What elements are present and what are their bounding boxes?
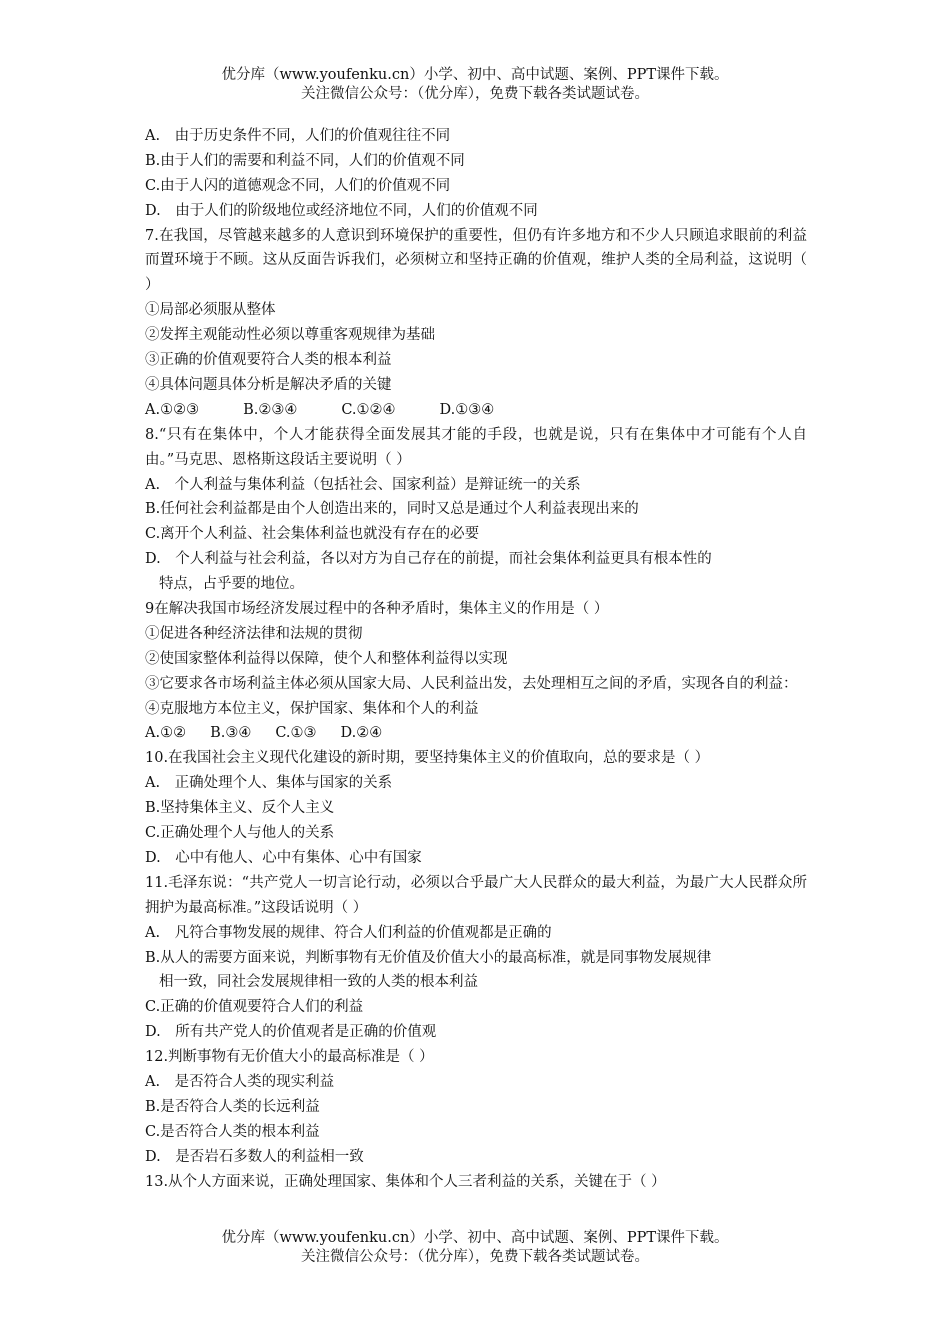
q12-option-c: C.是否符合人类的根本利益 (145, 1123, 320, 1140)
q7-option-c: C.①②④ (341, 401, 396, 418)
q9-statement-4: ④克服地方本位主义，保护国家、集体和个人的利益 (145, 700, 479, 717)
q13-stem: 13.从个人方面来说，正确处理国家、集体和个人三者利益的关系，关键在于（ ） (145, 1173, 666, 1190)
footer-line-2: 关注微信公众号：（优分库），免费下载各类试题试卷。 (301, 1249, 649, 1265)
q11-option-b: B.从人的需要方面来说，判断事物有无价值及价值大小的最高标准，就是同事物发展规律 (145, 949, 712, 966)
q7-statement-4: ④具体问题具体分析是解决矛盾的关键 (145, 376, 392, 393)
q8-option-d-cont: 特点，占乎要的地位。 (159, 576, 304, 593)
q9-statement-2: ②使国家整体利益得以保障，使个人和整体利益得以实现 (145, 650, 508, 667)
q10-option-c: C.正确处理个人与他人的关系 (145, 825, 335, 842)
header-line-2: 关注微信公众号：（优分库），免费下载各类试题试卷。 (301, 86, 649, 102)
q8-option-c: C.离开个人利益、社会集体利益也就没有存在的必要 (145, 526, 480, 543)
q7-statement-2: ②发挥主观能动性必须以尊重客观规律为基础 (145, 327, 435, 344)
page-header (0, 66, 950, 104)
q7-statement-3: ③正确的价值观要符合人类的根本利益 (145, 352, 392, 369)
q8-option-d: D. 个人利益与社会利益，各以对方为自己存在的前提，而社会集体利益更具有根本性的 (145, 551, 712, 568)
q8-option-b: B.任何社会利益都是由个人创造出来的，同时又总是通过个人利益表现出来的 (145, 501, 639, 518)
q6-option-c: C.由于人闪的道德观念不同，人们的价值观不同 (145, 177, 451, 194)
q12-option-b: B.是否符合人类的长远利益 (145, 1098, 320, 1115)
header-line-1: 优分库（www.youfenku.cn）小学、初中、高中试题、案例、PPT课件下载。 (221, 67, 729, 83)
q8-stem: 8.“只有在集体中，个人才能获得全面发展其才能的手段，也就是说，只有在集体中才可能有个人自由。”马克思、恩格斯这段话主要说明（ ） (145, 426, 807, 468)
q6-option-a: A. 由于历史条件不同，人们的价值观往往不同 (145, 128, 451, 144)
q9-stem: 9在解决我国市场经济发展过程中的各种矛盾时，集体主义的作用是（ ） (145, 601, 609, 617)
q11-stem: 11.毛泽东说：“共产党人一切言论行动，必须以合乎最广大人民群众的最大利益，为最广大人民群众所拥护为最高标准。”这段话说明（ ） (145, 874, 807, 916)
q7-option-d: D.①③④ (439, 401, 495, 418)
q8-option-a: A. 个人利益与集体利益（包括社会、国家利益）是辩证统一的关系 (145, 476, 581, 493)
q7-stem: 7.在我国，尽管越来越多的人意识到环境保护的重要性，但仍有许多地方和不少人只顾追求眼前的利益而置环境于不顾。这从反面告诉我们，必须树立和坚持正确的价值观，维护人类的全局利益，这说明（ ） (145, 227, 807, 294)
q10-option-a: A. 正确处理个人、集体与国家的关系 (145, 775, 393, 792)
q7-option-b: B.②③④ (243, 401, 298, 418)
q6-option-d: D. 由于人们的阶级地位或经济地位不同，人们的价值观不同 (145, 202, 538, 219)
q10-stem: 10.在我国社会主义现代化建设的新时期，要坚持集体主义的价值取向，总的要求是（ ） (145, 750, 710, 767)
q11-option-a: A. 凡符合事物发展的规律、符合人们利益的价值观都是正确的 (145, 924, 552, 941)
q7-options (145, 398, 807, 423)
q9-option-b: B.③④ (210, 725, 252, 742)
q9-option-a: A.①② (145, 725, 187, 742)
q9-statement-1: ①促进各种经济法律和法规的贯彻 (145, 625, 363, 642)
q11-option-b-cont: 相一致，同社会发展规律相一致的人类的根本利益 (159, 974, 478, 991)
q11-option-d: D. 所有共产党人的价值观者是正确的价值观 (145, 1024, 437, 1041)
question-body (145, 124, 807, 1194)
footer-line-1: 优分库（www.youfenku.cn）小学、初中、高中试题、案例、PPT课件下载。 (221, 1230, 729, 1246)
q9-statement-3: ③它要求各市场利益主体必须从国家大局、人民利益出发，去处理相互之间的矛盾，实现各自的利益： (145, 675, 798, 692)
q12-option-d: D. 是否岩石多数人的利益相一致 (145, 1148, 364, 1165)
q10-option-d: D. 心中有他人、心中有集体、心中有国家 (145, 849, 422, 866)
q11-option-c: C.正确的价值观要符合人们的利益 (145, 999, 364, 1016)
q9-option-d: D.②④ (340, 725, 383, 742)
page-footer (0, 1229, 950, 1267)
q9-options (145, 721, 807, 746)
q6-option-b: B.由于人们的需要和利益不同，人们的价值观不同 (145, 152, 465, 169)
q9-option-c: C.①③ (275, 725, 317, 742)
q12-stem: 12.判断事物有无价值大小的最高标准是（ ） (145, 1049, 434, 1066)
q7-option-a: A.①②③ (145, 401, 200, 418)
q12-option-a: A. 是否符合人类的现实利益 (145, 1073, 335, 1090)
q10-option-b: B.坚持集体主义、反个人主义 (145, 800, 335, 817)
q7-statement-1: ①局部必须服从整体 (145, 302, 276, 319)
